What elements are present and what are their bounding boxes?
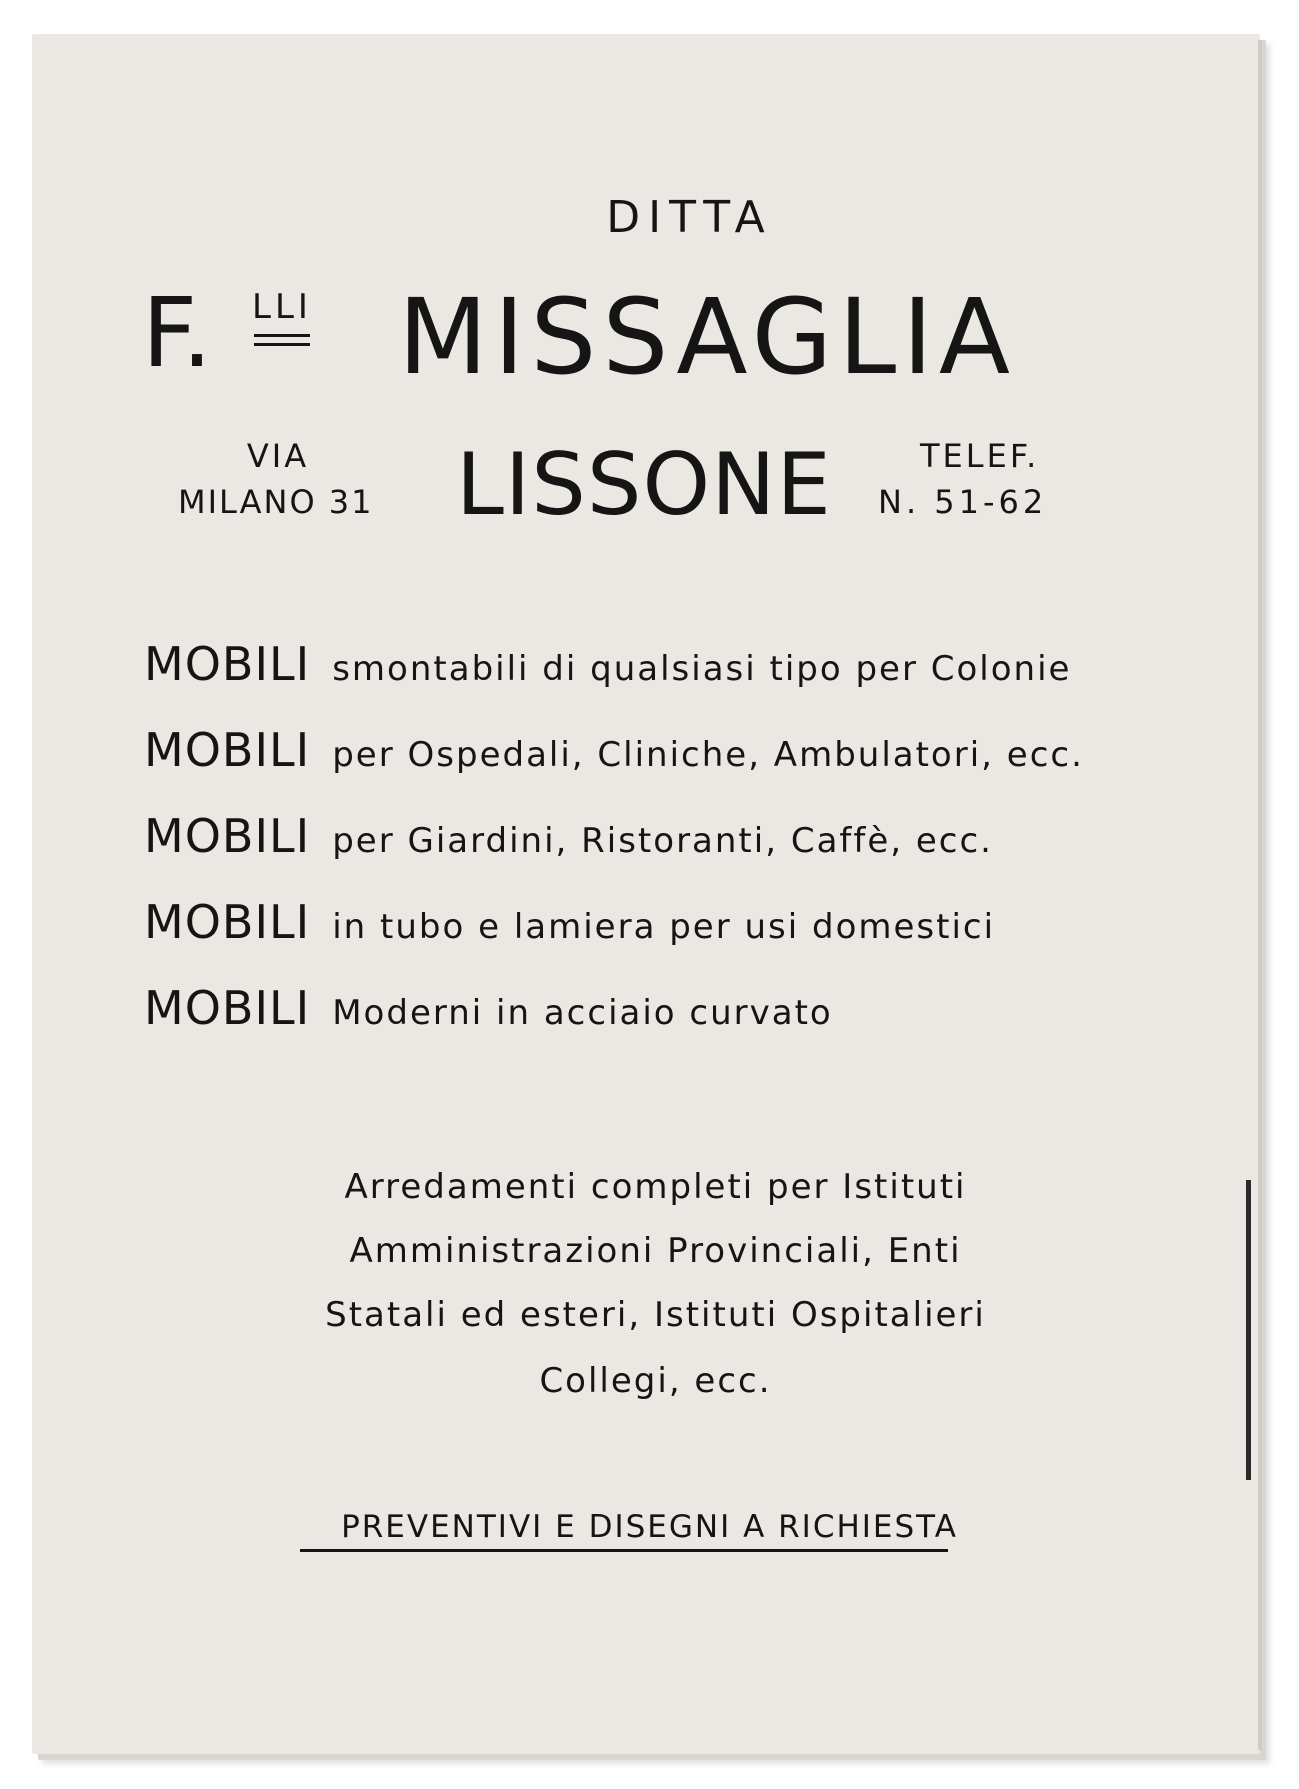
product-keyword: MOBILI (144, 723, 311, 777)
flli-superscript: LLI (252, 287, 312, 327)
product-line (144, 809, 993, 863)
phone-number: N. 51-62 (878, 483, 1048, 521)
product-line (144, 723, 1084, 777)
product-keyword: MOBILI (144, 981, 311, 1035)
services-line: Arredamenti completi per Istituti (344, 1167, 967, 1207)
product-description: Moderni in acciaio curvato (332, 993, 833, 1033)
flli-initial: F. (142, 277, 213, 389)
product-line (144, 895, 995, 949)
paper-edge (1258, 40, 1262, 1750)
product-line (144, 637, 1071, 691)
product-description: per Giardini, Ristoranti, Caffè, ecc. (332, 821, 993, 861)
flli-underline (254, 334, 310, 337)
city-name: LISSONE (456, 435, 832, 535)
services-line: Collegi, ecc. (539, 1361, 772, 1401)
services-line: Statali ed esteri, Istituti Ospitalieri (325, 1295, 986, 1335)
product-description: in tubo e lamiera per usi domestici (332, 907, 996, 947)
product-line (144, 981, 833, 1035)
phone-label: TELEF. (920, 437, 1040, 475)
product-keyword: MOBILI (144, 809, 311, 863)
product-keyword: MOBILI (144, 895, 311, 949)
flli-underline (254, 343, 310, 346)
footer-note: PREVENTIVI E DISEGNI A RICHIESTA (341, 1509, 958, 1545)
product-description: per Ospedali, Cliniche, Ambulatori, ecc. (332, 735, 1084, 775)
company-name: MISSAGLIA (398, 276, 1017, 398)
address-street-label: VIA (246, 437, 310, 475)
product-keyword: MOBILI (144, 637, 311, 691)
services-line: Amministrazioni Provinciali, Enti (349, 1231, 962, 1271)
address-street: MILANO 31 (178, 483, 374, 521)
product-description: smontabili di qualsiasi tipo per Colonie (332, 649, 1072, 689)
ditta-heading: DITTA (606, 192, 773, 243)
footer-underline (300, 1549, 948, 1552)
